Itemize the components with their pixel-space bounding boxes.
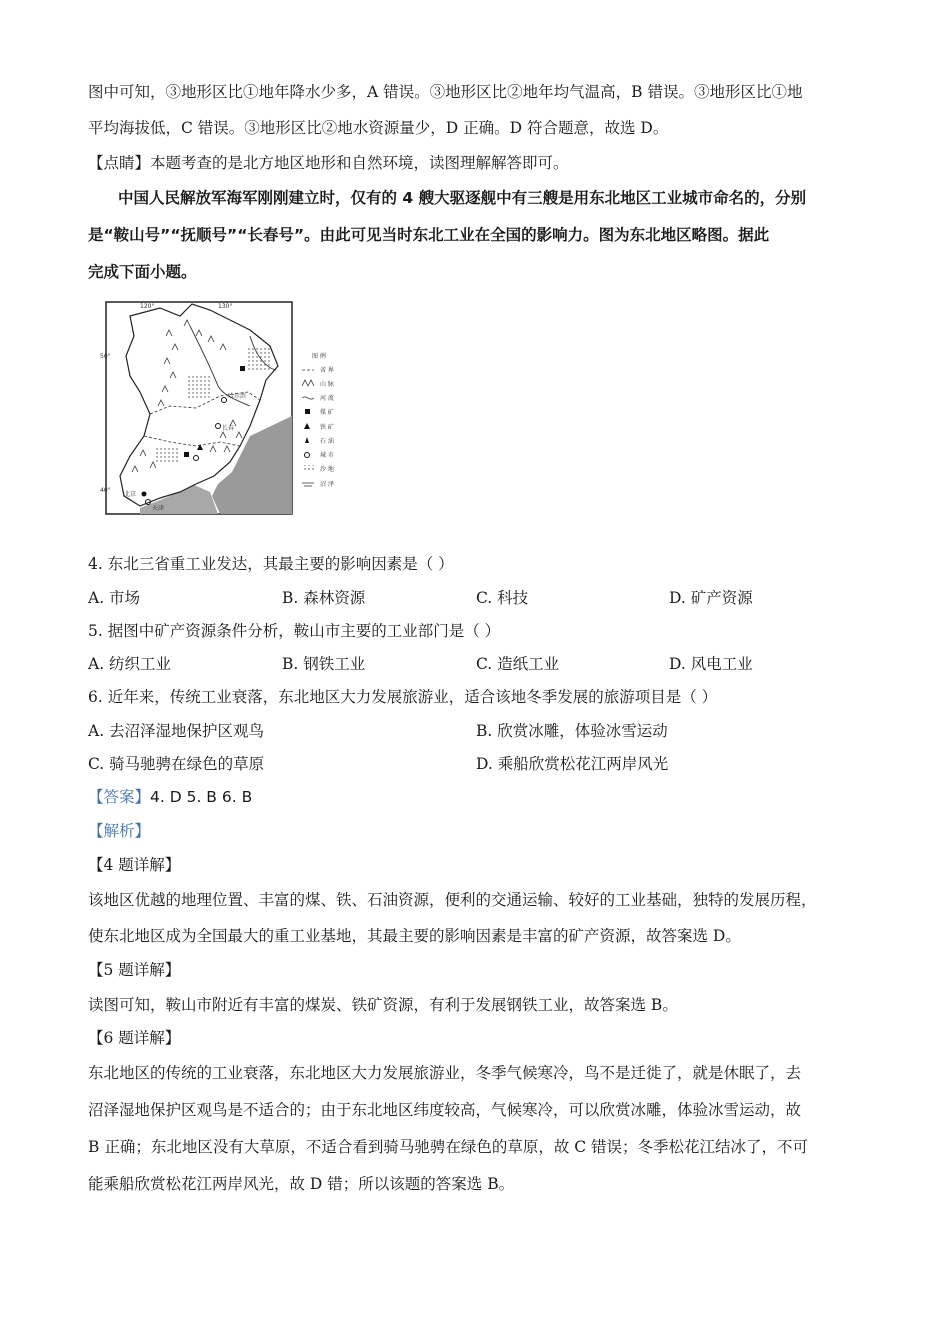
- question-6-option-a: A. 去沼泽湿地保护区观鸟: [88, 722, 265, 740]
- question-6-stem: 6. 近年来，传统工业衰落，东北地区大力发展旅游业，适合该地冬季发展的旅游项目是（ ）: [88, 688, 718, 706]
- city-changchun-label: 长春: [222, 425, 235, 432]
- detail-5-title: 【5 题详解】: [88, 961, 181, 979]
- northeast-map-figure: [100, 296, 362, 520]
- question-6-option-d: D. 乘船欣赏松花江两岸风光: [476, 755, 669, 773]
- prev-analysis-line-1: 图中可知，③地形区比①地年降水少多，A 错误。③地形区比②地年均气温高，B 错误。③地形区比①地: [88, 83, 803, 101]
- legend-item-sand: 沙 地: [320, 466, 334, 473]
- intro-line-2: 是“鞍山号”“抚顺号”“长春号”。由此可见当时东北工业在全国的影响力。图为东北地区略图。据此: [88, 226, 770, 244]
- detail-6-line-1: 东北地区的传统的工业衰落，东北地区大力发展旅游业，冬季气候寒冷，鸟不是迁徙了，就是休眠了，去: [88, 1064, 802, 1082]
- city-beijing-marker: [142, 492, 147, 497]
- question-5-option-a: A. 纺织工业: [88, 655, 172, 673]
- map-legend: [302, 352, 334, 488]
- coal-mine-marker: [240, 366, 245, 371]
- longitude-label-130: 130°: [218, 303, 233, 310]
- city-beijing-label: 北京: [124, 491, 137, 498]
- answer-label: 【答案】: [88, 788, 151, 806]
- question-4-option-a: A. 市场: [88, 589, 141, 607]
- question-5-stem: 5. 据图中矿产资源条件分析，鞍山市主要的工业部门是（ ）: [88, 622, 501, 640]
- prev-comment: 【点睛】本题考查的是北方地区地形和自然环境，读图理解解答即可。: [88, 154, 569, 172]
- legend-item-iron: 铁 矿: [320, 424, 334, 431]
- question-5-option-b: B. 钢铁工业: [282, 655, 366, 673]
- sand-area-1: [188, 374, 210, 400]
- question-6-option-b: B. 欣赏冰雕，体验冰雪运动: [476, 722, 668, 740]
- city-tianjin-label: 天津: [152, 505, 165, 512]
- coal-mine-marker: [184, 452, 189, 457]
- legend-item-mountain: 山 脉: [320, 381, 334, 388]
- legend-item-city: 城 市: [320, 452, 334, 459]
- city-harbin-label: 哈尔滨: [228, 393, 247, 400]
- question-4-option-d: D. 矿产资源: [669, 589, 753, 607]
- prev-analysis-line-2: 平均海拔低，C 错误。③地形区比②地水资源量少，D 正确。D 符合题意，故选 D。: [88, 119, 669, 137]
- question-4-stem: 4. 东北三省重工业发达，其最主要的影响因素是（ ）: [88, 555, 454, 573]
- legend-item-coal: 煤 矿: [320, 409, 334, 416]
- answer-text: 4. D 5. B 6. B: [150, 788, 253, 806]
- northeast-map: [100, 296, 362, 520]
- detail-6-line-4: 能乘船欣赏松花江两岸风光，故 D 错；所以该题的答案选 B。: [88, 1175, 515, 1193]
- question-6-option-c: C. 骑马驰骋在绿色的草原: [88, 755, 265, 773]
- question-4-option-c: C. 科技: [476, 589, 529, 607]
- longitude-label-120: 120°: [140, 303, 155, 310]
- question-5-option-d: D. 风电工业: [669, 655, 753, 673]
- legend-item-province: 省 界: [320, 367, 334, 374]
- legend-item-marsh: 沼 泽: [320, 481, 334, 488]
- detail-6-line-3: B 正确；东北地区没有大草原，不适合看到骑马驰骋在绿色的草原，故 C 错误；冬季松花江结冰了，不可: [88, 1138, 809, 1156]
- intro-line-3: 完成下面小题。: [88, 263, 197, 281]
- question-4-option-b: B. 森林资源: [282, 589, 366, 607]
- legend-item-oil: 石 油: [320, 438, 334, 445]
- detail-4-line-1: 该地区优越的地理位置、丰富的煤、铁、石油资源，便利的交通运输、较好的工业基础，独特的发展历程，: [88, 891, 817, 909]
- latitude-label-40: 40°: [100, 487, 111, 494]
- intro-line-1: 中国人民解放军海军刚刚建立时，仅有的 4 艘大驱逐舰中有三艘是用东北地区工业城市命名的，分别: [118, 189, 807, 207]
- detail-5-line-1: 读图可知，鞍山市附近有丰富的煤炭、铁矿资源，有利于发展钢铁工业，故答案选 B。: [88, 996, 678, 1014]
- detail-6-title: 【6 题详解】: [88, 1029, 181, 1047]
- detail-4-line-2: 使东北地区成为全国最大的重工业基地，其最主要的影响因素是丰富的矿产资源，故答案选 D。: [88, 927, 741, 945]
- analysis-label: 【解析】: [88, 822, 151, 840]
- sand-area-2: [154, 446, 180, 464]
- legend-item-river: 河 流: [320, 395, 334, 402]
- latitude-label-50: 50°: [100, 353, 111, 360]
- detail-6-line-2: 沼泽湿地保护区观鸟是不适合的；由于东北地区纬度较高，气候寒冷，可以欣赏冰雕，体验冰雪运动，故: [88, 1101, 802, 1119]
- detail-4-title: 【4 题详解】: [88, 856, 181, 874]
- marsh-area: [248, 348, 272, 370]
- legend-title: 图 例: [312, 353, 326, 360]
- question-5-option-c: C. 造纸工业: [476, 655, 560, 673]
- answer-line: [88, 787, 252, 807]
